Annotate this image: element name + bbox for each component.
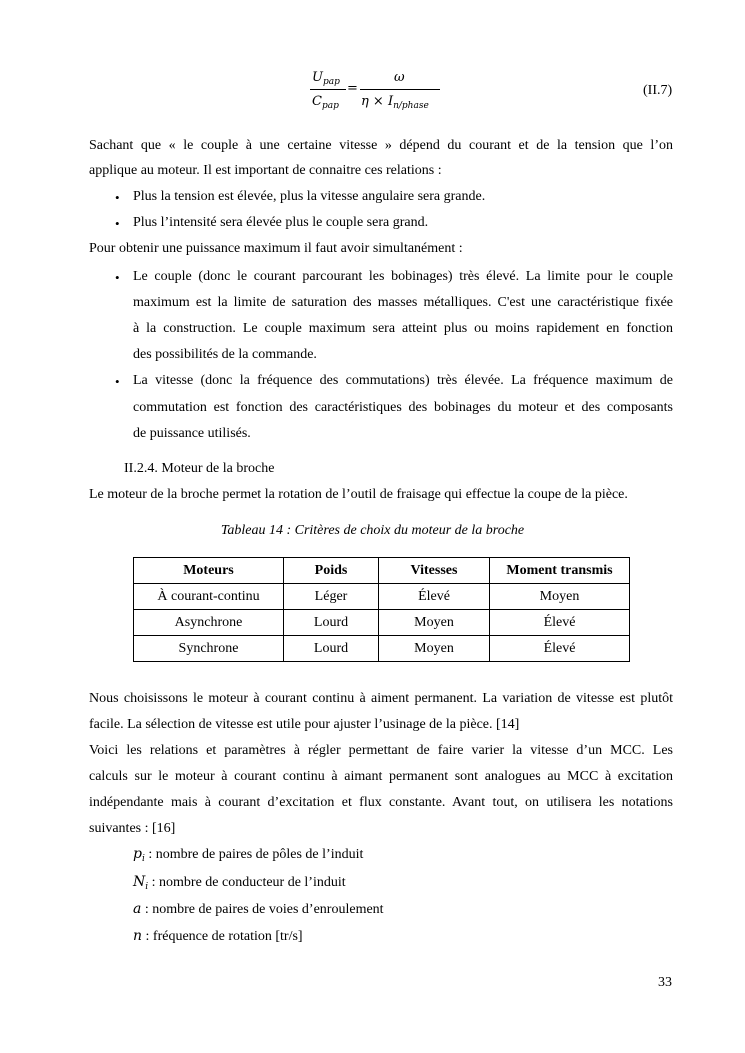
paragraph-line: Voici les relations et paramètres à régler permettant de faire varier la vitesse d’un MCC. Les (89, 743, 673, 758)
paragraph-line: applique au moteur. Il est important de connaitre ces relations : (89, 163, 442, 178)
equation-number: (II.7) (643, 83, 673, 98)
paragraph-line: suivantes : [16] (89, 821, 176, 836)
paragraph-line: Sachant que « le couple à une certaine vitesse » dépend du courant et de la tension que l’on (89, 138, 673, 153)
table-cell: Asynchrone (134, 610, 284, 636)
table-header-cell: Vitesses (379, 558, 490, 584)
paragraph-line: indépendante mais à courant d’excitation et flux constante. Avant tout, on utilisera les notations (89, 795, 673, 810)
notation-symbol: n (133, 928, 143, 944)
paragraph-line: Pour obtenir une puissance maximum il faut avoir simultanément : (89, 241, 463, 256)
table-cell: Élevé (490, 636, 630, 662)
table-header-cell: Poids (284, 558, 379, 584)
page-number: 33 (658, 975, 672, 990)
table-header-cell: Moteurs (134, 558, 284, 584)
notation-symbol: N (133, 874, 146, 890)
equals-sign: = (347, 81, 358, 96)
notation-text: : nombre de paires de pôles de l’induit (144, 847, 364, 862)
equation-rhs-numerator: ω (394, 70, 405, 85)
table-row (134, 636, 630, 662)
notation-item (133, 874, 346, 892)
notation-text: : nombre de conducteur de l’induit (148, 875, 346, 890)
bullet-marker: • (115, 374, 120, 389)
table-caption: Tableau 14 : Critères de choix du moteur de la broche (220, 523, 525, 538)
table-cell: Élevé (379, 584, 490, 610)
table-cell: Moyen (379, 610, 490, 636)
notation-item (133, 928, 303, 945)
notation-subscript: i (141, 854, 145, 864)
list-item: Plus l’intensité sera élevée plus le couple sera grand. (133, 215, 429, 230)
fraction-bar (360, 89, 440, 90)
bullet-marker: • (115, 216, 120, 231)
table-cell: Léger (284, 584, 379, 610)
table-cell: Lourd (284, 636, 379, 662)
fraction-bar (310, 89, 346, 90)
table-cell: Lourd (284, 610, 379, 636)
table-row (134, 610, 630, 636)
table-header-cell: Moment transmis (490, 558, 630, 584)
table-cell: Synchrone (134, 636, 284, 662)
list-item: Plus la tension est élevée, plus la vitesse angulaire sera grande. (133, 189, 486, 204)
paragraph-line: calculs sur le moteur à courant continu à aimant permanent sont analogues au MCC à excitation (89, 769, 673, 784)
notation-item (133, 901, 384, 918)
table-row (134, 584, 630, 610)
list-item-line: Le couple (donc le courant parcourant les bobinages) très élevé. La limite pour le couple (133, 269, 673, 284)
notation-text: : nombre de paires de voies d’enroulement (141, 902, 384, 917)
table-cell: Élevé (490, 610, 630, 636)
list-item-line: des possibilités de la commande. (133, 347, 317, 362)
equation-rhs-denominator: $\eta \times I_{n/phase}$ (361, 94, 429, 111)
bullet-marker: • (115, 190, 120, 205)
equation-lhs-denominator: $C_{pap}$ (312, 94, 339, 111)
criteria-table (133, 557, 630, 662)
notation-symbol: a (133, 901, 142, 917)
list-item-line: de puissance utilisés. (133, 426, 251, 441)
table-cell: Moyen (490, 584, 630, 610)
equation-lhs-numerator: $U_{pap}$ (312, 70, 340, 87)
paragraph-line: Nous choisissons le moteur à courant continu à aiment permanent. La variation de vitesse est plutôt (89, 691, 673, 706)
table-header-row (134, 558, 630, 584)
list-item-line: commutation est fonction des caractéristiques des bobinages du moteur et des composants (133, 400, 673, 415)
list-item-line: maximum est la limite de saturation des masses métalliques. C'est une caractéristique fixée (133, 295, 673, 310)
table-cell: Moyen (379, 636, 490, 662)
notation-item (133, 846, 363, 864)
notation-text: : fréquence de rotation [tr/s] (142, 929, 303, 944)
notation-symbol: p (133, 846, 142, 862)
table-cell: À courant-continu (134, 584, 284, 610)
section-heading: II.2.4. Moteur de la broche (124, 461, 275, 476)
list-item-line: La vitesse (donc la fréquence des commutations) très élevée. La fréquence maximum de (133, 373, 673, 388)
bullet-marker: • (115, 270, 120, 285)
equation-fraction (310, 70, 445, 112)
paragraph-line: Le moteur de la broche permet la rotation de l’outil de fraisage qui effectue la coupe de la pièce. (89, 487, 628, 502)
list-item-line: à la construction. Le couple maximum sera atteint plus ou moins rapidement en fonction (133, 321, 673, 336)
notation-subscript: i (145, 882, 149, 892)
paragraph-line: facile. La sélection de vitesse est utile pour ajuster l’usinage de la pièce. [14] (89, 717, 520, 732)
